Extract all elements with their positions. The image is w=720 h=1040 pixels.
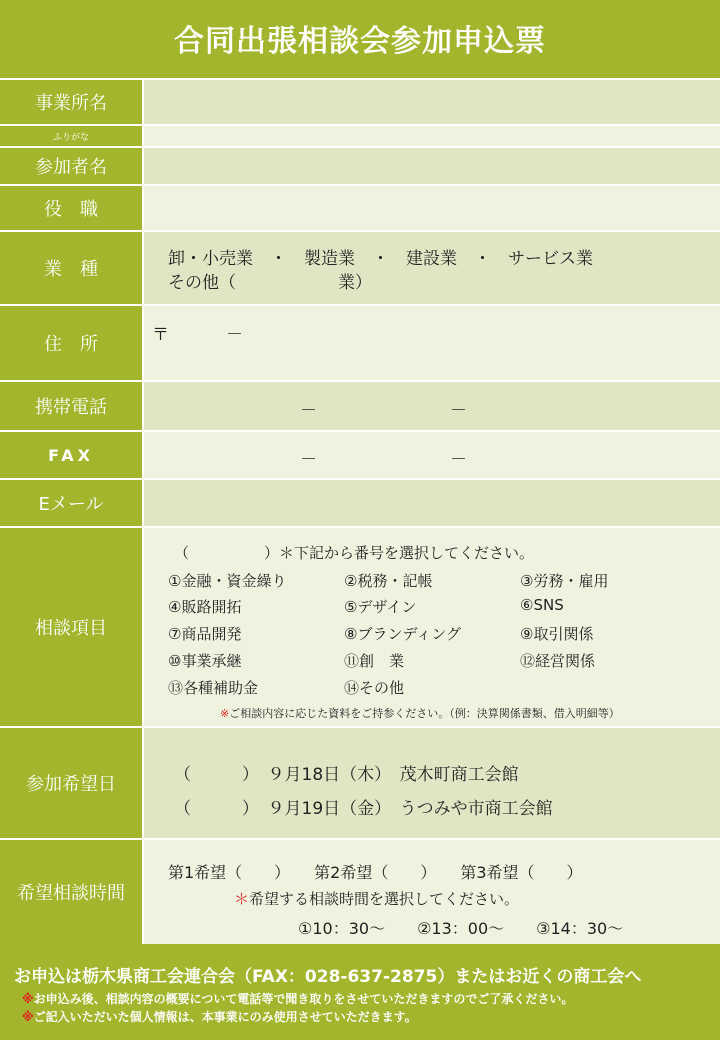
industry-field[interactable] bbox=[144, 232, 720, 304]
consult-note-text: ご相談内容に応じた資料をご持参ください。（例：決算関係書類、借入明細等） bbox=[229, 707, 620, 720]
consult-item: ⑥SNS bbox=[520, 596, 564, 614]
row-fax bbox=[0, 430, 720, 478]
time-note bbox=[234, 888, 519, 909]
label-email: Eメール bbox=[0, 480, 144, 526]
date-field[interactable] bbox=[144, 728, 720, 838]
consult-item: ⑩事業承継 bbox=[168, 652, 242, 670]
consult-item: ⑧ブランディング bbox=[344, 625, 461, 643]
row-address bbox=[0, 304, 720, 380]
footer-note-1-text: お申込み後、相談内容の概要について電話等で聞き取りをさせていただきますのでご了承ください。 bbox=[33, 992, 574, 1006]
consult-field[interactable] bbox=[144, 528, 720, 726]
consult-instruction: （ ）＊下記から番号を選択してください。 bbox=[174, 544, 535, 562]
consult-item: ⑫経営関係 bbox=[520, 652, 596, 670]
form-title: 合同出張相談会参加申込票 bbox=[0, 0, 720, 78]
consult-item: ⑭その他 bbox=[344, 679, 405, 697]
footer-note-2-mark: ※ bbox=[22, 1010, 34, 1024]
input-fax[interactable] bbox=[144, 432, 720, 478]
footer-note-1 bbox=[22, 990, 573, 1007]
label-position: 役 職 bbox=[0, 186, 144, 230]
mobile-dash-1: － bbox=[300, 401, 317, 421]
input-company[interactable] bbox=[144, 80, 720, 124]
label-fax: FAX bbox=[0, 432, 144, 478]
input-furigana[interactable] bbox=[144, 126, 720, 146]
label-participant: 参加者名 bbox=[0, 148, 144, 184]
row-consult bbox=[0, 526, 720, 726]
label-consult: 相談項目 bbox=[0, 528, 144, 726]
consult-item: ①金融・資金繰り bbox=[168, 572, 287, 590]
row-industry bbox=[0, 230, 720, 304]
row-position bbox=[0, 184, 720, 230]
time-note-text: 希望する相談時間を選択してください。 bbox=[249, 890, 520, 908]
row-mobile bbox=[0, 380, 720, 430]
row-participant bbox=[0, 146, 720, 184]
footer-note-1-mark: ※ bbox=[22, 992, 34, 1006]
input-position[interactable] bbox=[144, 186, 720, 230]
row-email bbox=[0, 478, 720, 526]
industry-other: その他（ 業） bbox=[168, 273, 372, 293]
footer-note-2-text: ご記入いただいた個人情報は、本事業にのみ使用させていただきます。 bbox=[33, 1010, 417, 1024]
label-mobile: 携帯電話 bbox=[0, 382, 144, 430]
label-date: 参加希望日 bbox=[0, 728, 144, 838]
consult-item: ④販路開拓 bbox=[168, 598, 242, 616]
row-time bbox=[0, 838, 720, 944]
footer bbox=[0, 944, 720, 1040]
row-date bbox=[0, 726, 720, 838]
input-address[interactable] bbox=[144, 306, 720, 380]
time-preferences[interactable]: 第1希望（ ） 第2希望（ ） 第3希望（ ） bbox=[168, 863, 583, 882]
input-mobile[interactable] bbox=[144, 382, 720, 430]
consult-item: ⑨取引関係 bbox=[520, 625, 594, 643]
consult-item: ⑬各種補助金 bbox=[168, 679, 259, 697]
industry-options: 卸・小売業 ・ 製造業 ・ 建設業 ・ サービス業 bbox=[168, 249, 593, 269]
label-furigana: ふりがな bbox=[0, 126, 144, 146]
input-email[interactable] bbox=[144, 480, 720, 526]
time-field[interactable] bbox=[144, 840, 720, 944]
row-company bbox=[0, 78, 720, 124]
footer-note-2 bbox=[22, 1008, 417, 1025]
label-company: 事業所名 bbox=[0, 80, 144, 124]
fax-dash-2: － bbox=[450, 450, 467, 470]
consult-item: ③労務・雇用 bbox=[520, 572, 609, 590]
label-time: 希望相談時間 bbox=[0, 840, 144, 944]
date-option-1[interactable]: （ ） ９月18日（木） 茂木町商工会館 bbox=[174, 765, 519, 785]
input-participant[interactable] bbox=[144, 148, 720, 184]
row-furigana bbox=[0, 124, 720, 146]
time-note-mark: ＊ bbox=[234, 890, 250, 908]
consult-item: ⑤デザイン bbox=[344, 598, 417, 616]
consult-note bbox=[220, 705, 620, 721]
footer-contact: お申込は栃木県商工会連合会（FAX：028-637-2875）またはお近くの商工会へ bbox=[14, 967, 642, 987]
postal-dash: － bbox=[226, 325, 243, 345]
fax-dash-1: － bbox=[300, 450, 317, 470]
mobile-dash-2: － bbox=[450, 401, 467, 421]
time-slots: ①10：30～ ②13：00～ ③14：30～ bbox=[298, 919, 624, 938]
consult-item: ②税務・記帳 bbox=[344, 572, 433, 590]
consult-note-mark: ※ bbox=[220, 707, 230, 720]
postal-mark: 〒 bbox=[152, 325, 169, 345]
label-industry: 業 種 bbox=[0, 232, 144, 304]
consult-item: ⑪創 業 bbox=[344, 652, 405, 670]
date-option-2[interactable]: （ ） ９月19日（金） うつみや市商工会館 bbox=[174, 799, 553, 819]
consult-item: ⑦商品開発 bbox=[168, 625, 242, 643]
label-address: 住 所 bbox=[0, 306, 144, 380]
